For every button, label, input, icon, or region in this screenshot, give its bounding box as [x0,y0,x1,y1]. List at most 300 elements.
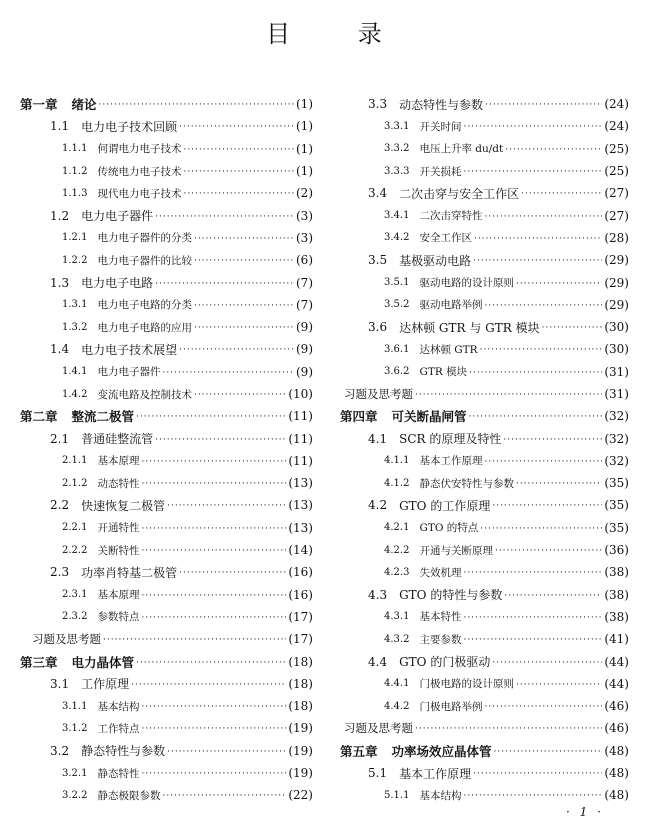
toc-leader-dots [141,524,286,534]
toc-entry-page: (38) [604,565,629,580]
toc-entry-page: (24) [604,119,629,134]
toc-entry [20,115,313,137]
toc-entry-number: 4.3.1 [384,611,410,623]
toc-chapter-entry [340,740,629,762]
toc-entry-title: 开关时间 [419,120,462,133]
toc-chapter-entry [340,405,629,427]
toc-entry-number: 1.4.2 [62,388,88,400]
toc-entry-page: (48) [604,788,629,803]
toc-entry-page: (1) [296,141,313,156]
toc-entry-number: 4.1.2 [384,477,410,489]
toc-entry-page: (46) [604,699,629,714]
toc-entry-page: (32) [604,431,629,446]
toc-leader-dots [167,501,286,511]
toc-leader-dots [167,747,286,757]
toc-entry [20,227,313,249]
toc-leader-dots [473,769,602,779]
toc-entry-number: 2.2.1 [62,522,88,534]
toc-exercise-entry [20,628,313,650]
toc-entry-number: 2.3 [50,565,70,580]
toc-leader-dots [194,234,294,244]
toc-leader-dots [542,323,603,333]
toc-entry-number: 3.2 [50,743,70,758]
toc-entry-title: 何谓电力电子技术 [97,143,182,156]
toc-entry-title: 静态特性与参数 [81,744,166,759]
toc-leader-dots [179,568,286,578]
toc-entry-number: 1.4.1 [62,366,88,378]
toc-entry-number: 3.4.2 [384,232,410,244]
toc-entry-page: (18) [288,676,313,691]
toc-entry-number: 3.3.1 [384,120,410,132]
toc-entry [20,740,313,762]
toc-leader-dots [194,256,294,266]
toc-entry-title: 习题及思考题 [32,632,101,647]
toc-entry-page: (3) [296,208,313,223]
toc-entry-title: 二次击穿与安全工作区 [399,186,520,201]
toc-entry-title: 驱动电路的设计原则 [419,277,514,290]
toc-entry-page: (19) [288,721,313,736]
toc-leader-dots [103,635,286,645]
toc-entry-page: (19) [288,766,313,781]
toc-entry-title: 安全工作区 [419,232,472,245]
toc-entry-page: (32) [604,409,629,424]
toc-leader-dots [415,724,602,734]
toc-entry-title: 达林顿 GTR 与 GTR 模块 [399,320,540,335]
toc-entry-title: 动态特性与参数 [399,97,484,112]
toc-entry-title: 变流电路及控制技术 [97,388,192,401]
toc-entry-title: 习题及思考题 [344,387,413,401]
toc-entry [340,182,629,204]
toc-entry [340,561,629,583]
toc-entry-title: 关断特性 [97,544,140,557]
toc-entry-page: (18) [288,654,313,669]
toc-entry [20,450,313,472]
toc-entry-title: 基本工作原理 [399,766,472,781]
toc-entry-number: 4.4 [368,654,388,669]
toc-entry-number: 3.2.1 [62,767,88,779]
toc-entry-page: (29) [604,275,629,290]
toc-entry-page: (11) [288,409,313,424]
toc-entry [20,673,313,695]
toc-entry-page: (25) [604,141,629,156]
toc-entry [20,717,313,739]
toc-entry [20,784,313,806]
toc-entry-number: 3.1.1 [62,700,88,712]
toc-leader-dots [194,323,294,333]
toc-entry-page: (17) [288,632,313,647]
toc-entry-page: (24) [604,97,629,112]
toc-entry-title: 二次击穿特性 [419,210,483,223]
toc-leader-dots [469,412,603,422]
toc-entry-title: GTO 的工作原理 [399,498,491,513]
toc-entry [20,294,313,316]
toc-leader-dots [183,167,294,177]
toc-entry-title: 基本原理 [97,455,140,468]
toc-entry-title: 电力电子器件 [97,366,161,379]
toc-entry-title: 整流二极管 [71,409,135,425]
toc-entry-number: 2.1 [50,431,70,446]
toc-entry-number: 1.2.2 [62,254,88,266]
toc-entry-title: 参数特点 [97,611,140,624]
toc-entry [340,204,629,226]
toc-entry [20,517,313,539]
toc-leader-dots [155,279,294,289]
toc-entry-number: 第二章 [20,409,58,425]
toc-entry-page: (13) [288,520,313,535]
toc-entry [340,271,629,293]
toc-entry [20,539,313,561]
toc-entry-page: (44) [604,654,629,669]
toc-entry-title: 基极驱动电路 [399,253,472,268]
toc-leader-dots [179,122,294,132]
toc-entry-title: 电力电子器件 [81,209,154,224]
toc-entry-title: 基本原理 [97,589,140,602]
toc-entry-number: 3.4.1 [384,210,410,222]
toc-entry-page: (17) [288,609,313,624]
toc-entry-number: 1.1.2 [62,165,88,177]
toc-entry-number: 2.2.2 [62,544,88,556]
toc-entry-number: 第五章 [340,743,378,759]
toc-entry-page: (1) [296,164,313,179]
toc-entry-number: 4.1.1 [384,455,410,467]
toc-entry-title: 功率肖特基二极管 [81,565,178,580]
toc-entry [340,673,629,695]
toc-entry-title: 功率场效应晶体管 [391,743,492,759]
toc-entry-number: 1.3.1 [62,299,88,311]
toc-entry-title: 动态特性 [97,477,140,490]
toc-entry [340,762,629,784]
toc-entry-title: 基本特性 [419,611,462,624]
toc-entry-number: 3.5.1 [384,277,410,289]
toc-entry [340,93,629,115]
page-title: 目 录 [266,20,412,48]
toc-entry [340,361,629,383]
toc-entry [20,204,313,226]
toc-leader-dots [463,167,602,177]
toc-entry-page: (18) [288,699,313,714]
toc-entry-number: 3.3.2 [384,143,410,155]
toc-entry-title: 快速恢复二极管 [81,498,166,513]
toc-entry-title: 开通与关断原理 [419,544,493,557]
toc-entry-title: 静态特性 [97,767,140,780]
toc-leader-dots [516,479,602,489]
toc-entry-title: 基本结构 [419,789,462,802]
toc-leader-dots [136,658,286,668]
toc-entry-number: 2.1.1 [62,455,88,467]
toc-entry [340,584,629,606]
toc-leader-dots [485,100,602,110]
toc-leader-dots [484,301,602,311]
toc-entry-title: SCR 的原理及特性 [399,432,502,447]
toc-entry-page: (7) [296,297,313,312]
toc-leader-dots [141,702,286,712]
toc-leader-dots [474,234,602,244]
toc-entry [20,160,313,182]
toc-right-column [340,93,629,807]
toc-entry-title: 电力电子电路 [81,276,154,291]
toc-entry-title: 基本结构 [97,700,140,713]
toc-leader-dots [179,345,294,355]
toc-entry-number: 1.2.1 [62,232,88,244]
toc-entry-page: (11) [288,453,313,468]
toc-entry-page: (25) [604,164,629,179]
toc-chapter-entry [20,650,313,672]
toc-leader-dots [484,212,602,222]
toc-entry [20,695,313,717]
toc-entry [340,494,629,516]
toc-entry-title: 达林顿 GTR [419,343,478,356]
toc-entry-title: 电力电子技术回顾 [81,119,178,134]
toc-entry [20,584,313,606]
toc-entry-number: 4.2.3 [384,566,410,578]
toc-entry-title: 电力电子技术展望 [81,342,178,357]
toc-entry-number: 5.1.1 [384,789,410,801]
toc-entry-title: 传统电力电子技术 [97,165,182,178]
toc-leader-dots [141,479,286,489]
toc-entry-page: (9) [296,320,313,335]
toc-leader-dots [141,769,286,779]
toc-entry-title: 现代电力电子技术 [97,187,182,200]
toc-entry [340,650,629,672]
toc-entry-page: (35) [604,498,629,513]
toc-entry-number: 2.3.1 [62,589,88,601]
toc-entry-page: (9) [296,342,313,357]
toc-entry-page: (10) [288,387,313,401]
toc-entry-number: 5.1 [368,766,388,781]
toc-entry-page: (3) [296,230,313,245]
toc-entry-page: (2) [296,186,313,201]
toc-leader-dots [183,189,294,199]
toc-entry-number: 4.4.1 [384,678,410,690]
toc-entry [340,606,629,628]
toc-entry-number: 第四章 [340,409,378,425]
toc-entry-page: (11) [288,431,313,446]
toc-entry [20,472,313,494]
toc-entry [340,517,629,539]
toc-entry-title: 门极电路举例 [419,700,483,713]
toc-entry-page: (29) [604,253,629,268]
toc-entry-title: 静态极限参数 [97,789,161,802]
toc-entry-page: (35) [604,476,629,491]
toc-entry-number: 2.3.2 [62,611,88,623]
toc-leader-dots [516,279,602,289]
toc-entry-number: 3.6.2 [384,366,410,378]
toc-entry-title: 工作特点 [97,722,140,735]
toc-entry-page: (14) [288,543,313,558]
toc-leader-dots [505,145,602,155]
toc-entry-title: GTO 的特点 [419,522,479,535]
toc-chapter-entry [20,405,313,427]
toc-entry [340,695,629,717]
toc-leader-dots [131,680,286,690]
toc-entry-page: (16) [288,565,313,580]
toc-leader-dots [141,457,286,467]
toc-entry-number: 1.1.3 [62,187,88,199]
toc-entry [20,338,313,360]
toc-entry-number: 3.1 [50,676,70,691]
toc-entry-page: (36) [604,543,629,558]
toc-entry-number: 3.6 [368,320,388,335]
toc-entry-page: (30) [604,342,629,357]
toc-entry-number: 1.3.2 [62,321,88,333]
toc-entry [340,249,629,271]
toc-entry [20,138,313,160]
toc-leader-dots [521,189,602,199]
toc-entry-number: 3.5 [368,253,388,268]
toc-entry-page: (41) [604,632,629,647]
toc-entry-page: (1) [296,97,313,112]
toc-entry [340,294,629,316]
toc-entry-page: (29) [604,297,629,312]
toc-entry-title: 工作原理 [81,677,130,692]
toc-entry-page: (48) [604,766,629,781]
toc-entry [20,494,313,516]
toc-entry-title: 可关断晶闸管 [391,409,467,425]
toc-entry-page: (19) [288,743,313,758]
toc-entry-title: 静态伏安特性与参数 [419,477,514,490]
toc-entry-title: 习题及思考题 [344,721,413,736]
toc-leader-dots [504,591,602,601]
toc-leader-dots [141,613,286,623]
toc-entry-page: (38) [604,609,629,624]
toc-entry-title: 电力晶体管 [71,654,135,670]
toc-entry-title: 绪论 [71,97,97,113]
toc-entry-number: 2.1.2 [62,477,88,489]
toc-entry-number: 3.3.3 [384,165,410,177]
toc-entry [340,628,629,650]
toc-entry-page: (38) [604,587,629,602]
toc-leader-dots [136,412,286,422]
toc-entry-page: (22) [288,788,313,803]
toc-entry-page: (27) [604,208,629,223]
toc-leader-dots [469,368,602,378]
toc-entry-number: 3.3 [368,97,388,112]
toc-leader-dots [155,212,294,222]
toc-entry-page: (13) [288,498,313,513]
toc-leader-dots [463,635,602,645]
toc-exercise-entry [340,383,629,405]
toc-entry-page: (1) [296,119,313,134]
toc-entry [20,762,313,784]
toc-leader-dots [463,122,602,132]
toc-leader-dots [480,524,602,534]
toc-entry-number: 第一章 [20,97,58,113]
toc-entry-page: (9) [296,364,313,379]
toc-entry [340,316,629,338]
toc-entry-number: 3.6.1 [384,343,410,355]
toc-entry-page: (48) [604,743,629,758]
toc-entry-title: GTR 模块 [419,366,468,379]
toc-entry-title: 电力电子电路的应用 [97,321,192,334]
toc-entry-title: 电力电子电路的分类 [97,299,192,312]
toc-entry [20,316,313,338]
toc-entry-title: 失效机理 [419,566,462,579]
toc-entry [340,160,629,182]
toc-entry-title: 主要参数 [419,633,462,646]
toc-entry-title: GTO 的门极驱动 [399,655,491,670]
toc-entry-page: (7) [296,275,313,290]
toc-entry-number: 1.3 [50,275,70,290]
toc-entry-page: (30) [604,320,629,335]
toc-leader-dots [194,301,294,311]
toc-entry-number: 4.1 [368,431,388,446]
toc-entry-number: 4.3.2 [384,633,410,645]
toc-leader-dots [162,791,286,801]
toc-entry-title: 电力电子器件的分类 [97,232,192,245]
toc-entry-number: 3.5.2 [384,299,410,311]
toc-entry [340,427,629,449]
toc-entry-number: 1.1.1 [62,143,88,155]
toc-entry-number: 4.2.2 [384,544,410,556]
toc-exercise-entry [340,717,629,739]
page-number: · 1 · [566,805,604,819]
toc-entry [20,182,313,204]
toc-entry [20,606,313,628]
toc-entry-number: 1.4 [50,342,70,357]
toc-entry-title: 开通特性 [97,522,140,535]
toc-entry-number: 1.1 [50,119,70,134]
toc-entry-page: (35) [604,520,629,535]
toc-leader-dots [494,747,603,757]
toc-left-column [20,93,313,807]
toc-leader-dots [463,613,602,623]
toc-leader-dots [492,501,602,511]
toc-entry-number: 第三章 [20,654,58,670]
toc-entry-page: (44) [604,676,629,691]
toc-leader-dots [155,435,286,445]
toc-entry [20,361,313,383]
toc-entry-page: (16) [288,587,313,602]
toc-entry-page: (32) [604,453,629,468]
toc-entry-number: 1.2 [50,208,70,223]
toc-entry-title: 驱动电路举例 [419,299,483,312]
toc-entry-page: (27) [604,186,629,201]
toc-leader-dots [141,591,286,601]
toc-entry [20,383,313,405]
toc-entry-title: 普通硅整流管 [81,432,154,447]
toc-entry [340,227,629,249]
toc-chapter-entry [20,93,313,115]
toc-entry [20,427,313,449]
toc-leader-dots [463,568,602,578]
toc-entry [340,450,629,472]
toc-entry-number: 3.2.2 [62,789,88,801]
toc-entry-number: 2.2 [50,498,70,513]
toc-entry [340,539,629,561]
toc-entry-title: 开关损耗 [419,165,462,178]
toc-entry-number: 4.3 [368,587,388,602]
toc-entry-page: (46) [604,721,629,736]
toc-entry-page: (28) [604,230,629,245]
toc-leader-dots [484,457,602,467]
toc-entry [340,115,629,137]
toc-entry [340,138,629,160]
toc-leader-dots [99,100,294,110]
toc-entry-number: 3.1.2 [62,722,88,734]
toc-leader-dots [480,345,603,355]
toc-entry-title: 基本工作原理 [419,455,483,468]
toc-entry-title: 门极电路的设计原则 [419,678,514,691]
toc-entry [20,561,313,583]
toc-entry-title: 电压上升率 du/dt [419,143,504,156]
toc-entry-title: 电力电子器件的比较 [97,254,192,267]
toc-entry [340,784,629,806]
toc-entry-number: 4.4.2 [384,700,410,712]
toc-entry [340,338,629,360]
toc-leader-dots [516,680,602,690]
toc-leader-dots [495,546,602,556]
toc-entry-title: GTO 的特性与参数 [399,588,503,603]
